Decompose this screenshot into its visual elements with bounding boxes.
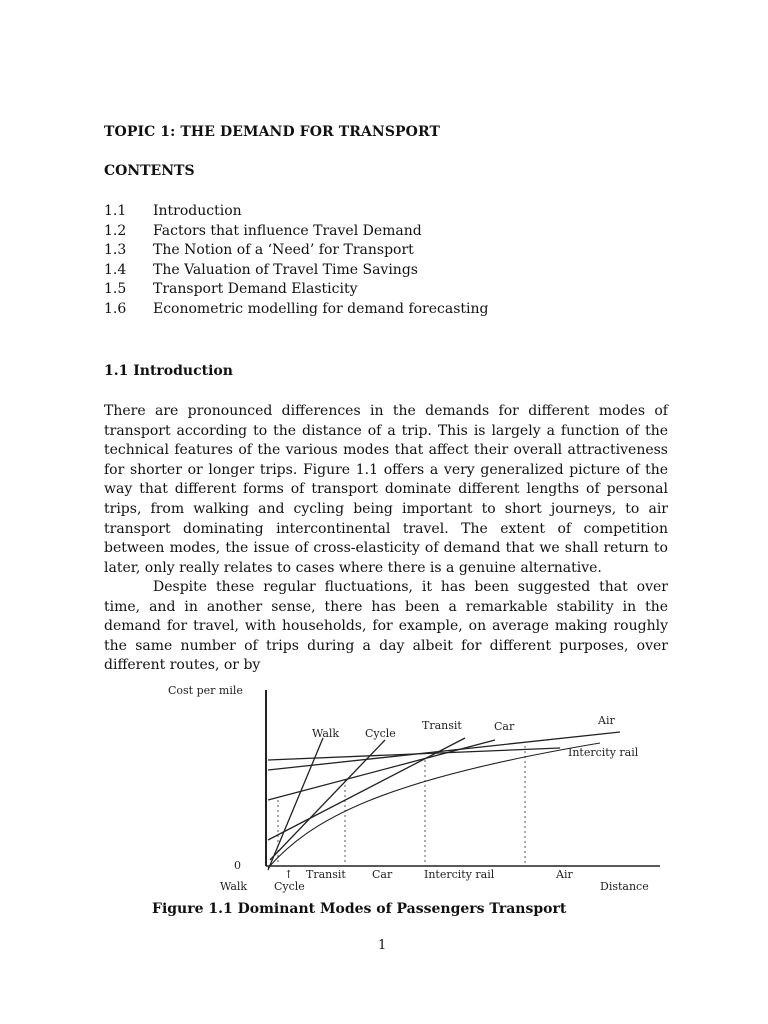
figure-dominant-modes [160,680,680,898]
toc-label: Factors that influence Travel Demand [153,222,422,239]
segment-label-transit: Transit [306,868,346,881]
toc-item [104,222,489,242]
line-label-intercity-rail: Intercity rail [568,746,639,759]
toc-label: Introduction [153,203,242,219]
table-of-contents [104,202,489,320]
body-paragraph: There are pronounced differences in the demands for different modes of transport according to the distance of a trip. This is largely a function of the technical features of the various modes that affect their overall attractiveness for shorter or longer trips. Figure 1.1 offers a very generalized picture of the way that different forms of transport dominate different lengths of personal trips, from walking and cycling being important to short journeys, to air transport dominating intercontinental travel. The extent of competition between modes, the issue of cross-elasticity of demand that we shall return to later, only really relates to cases where there is a genuine alternative. [104,403,668,576]
toc-number: 1.5 [104,281,127,298]
toc-label: The Valuation of Travel Time Savings [153,261,418,278]
figure-caption: Figure 1.1 Dominant Modes of Passengers Transport [152,901,567,917]
page-number: 1 [378,938,387,953]
line-label-walk: Walk [312,727,340,740]
toc-number: 1.3 [104,242,127,259]
line-label-air: Air [598,714,615,727]
segment-label-walk: Walk [220,880,248,893]
toc-label: Econometric modelling for demand forecasting [153,300,489,317]
origin-label: 0 [234,859,241,872]
toc-number: 1.1 [104,203,127,219]
segment-label-air: Air [556,868,573,881]
body-paragraph: Despite these regular fluctuations, it has been suggested that over time, and in another sense, there has been a remarkable stability in the demand for travel, with households, for example, on average making roughly the same number of trips during a day albeit for different purposes, over different routes, or by [104,579,668,674]
toc-item [104,261,489,281]
segment-label-car: Car [372,868,393,881]
x-axis-label: Distance [600,880,649,893]
line-label-cycle: Cycle [365,727,396,740]
line-label-transit: Transit [422,719,462,732]
toc-item [104,300,489,320]
arrow-glyph: ↑ [284,868,294,881]
toc-label: The Notion of a ‘Need’ for Transport [153,242,414,259]
toc-item [104,202,489,222]
contents-heading: CONTENTS [104,163,195,179]
line-label-car: Car [494,720,515,733]
toc-item [104,280,489,300]
page-title: TOPIC 1: THE DEMAND FOR TRANSPORT [104,124,440,140]
y-axis-label: Cost per mile [168,684,243,697]
curve-line [268,743,600,868]
toc-number: 1.4 [104,261,127,278]
toc-number: 1.6 [104,300,127,317]
toc-number: 1.2 [104,222,127,239]
section-heading: 1.1 Introduction [104,363,233,379]
toc-label: Transport Demand Elasticity [153,281,358,298]
toc-item [104,241,489,261]
segment-label-intercity-rail: Intercity rail [424,868,495,881]
figure-graphic [160,680,680,898]
segment-label-cycle: Cycle [274,880,305,893]
